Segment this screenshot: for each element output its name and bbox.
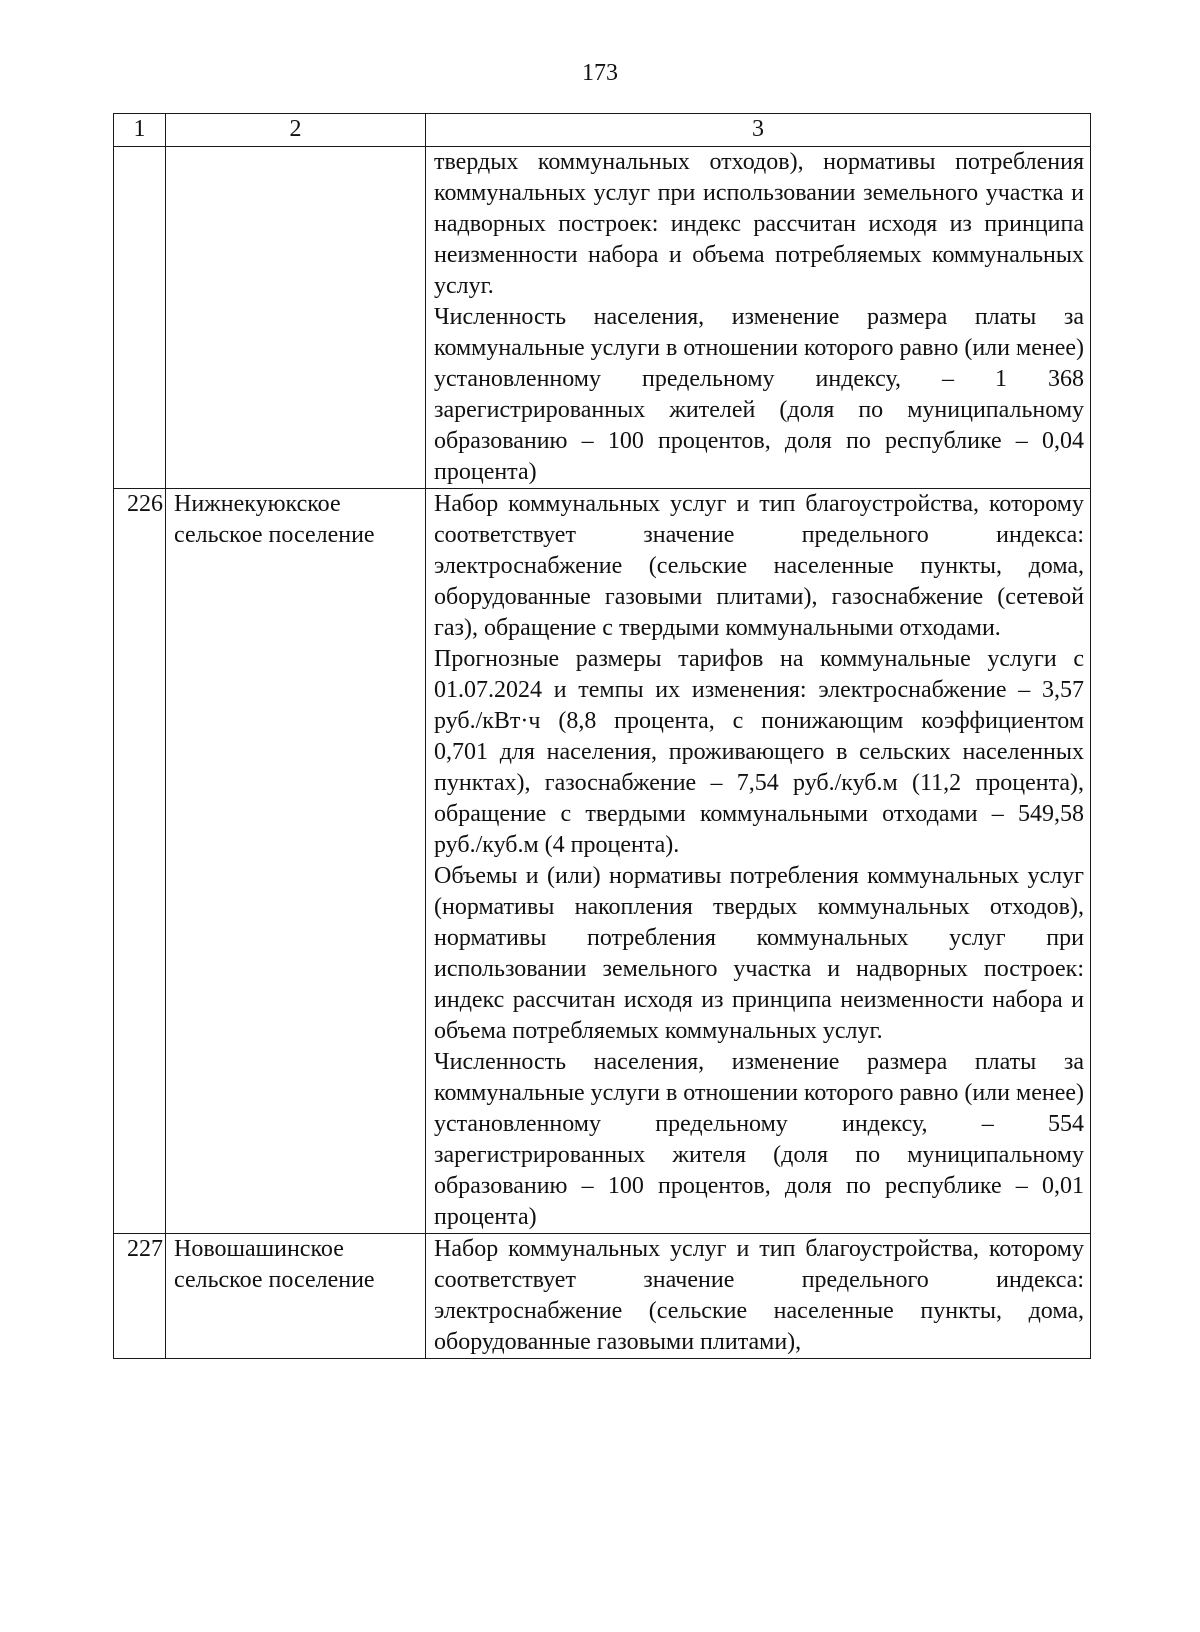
row-number: 226 xyxy=(114,489,166,1234)
table-row xyxy=(114,1234,1091,1359)
settlement-name: Новошашинское сельское поселение xyxy=(166,1234,426,1359)
row-number xyxy=(114,147,166,489)
table-row xyxy=(114,147,1091,489)
header-col-2: 2 xyxy=(166,114,426,147)
description-paragraph: Набор коммунальных услуг и тип благоустройства, которому соответствует значение предельного индекса: электроснабжение (сельские населенные пункты, дома, оборудованные газовыми плитами), xyxy=(434,1236,1084,1355)
table-row xyxy=(114,489,1091,1234)
description-paragraph: Прогнозные размеры тарифов на коммунальные услуги с 01.07.2024 и темпы их изменения: электроснабжение – 3,57 руб./кВт·ч (8,8 процента, с понижающим коэффициентом 0,701 для населения, проживающего в сельских населенных пунктах), газоснабжение – 7,54 руб./куб.м (11,2 процента), обращение с твердыми коммунальными отходами – 549,58 руб./куб.м (4 процента). xyxy=(434,646,1084,858)
settlement-name: Нижнекуюкское сельское поселение xyxy=(166,489,426,1234)
page-number: 173 xyxy=(582,60,618,86)
description-cutoff xyxy=(434,1234,1084,1358)
description-cell xyxy=(426,489,1091,1234)
description-paragraph: Численность населения, изменение размера платы за коммунальные услуги в отношении которого равно (или менее) установленному предельному индексу, – 1 368 зарегистрированных жителей (доля по муниципальному образованию – 100 процентов, доля по республике – 0,04 процента) xyxy=(434,304,1084,485)
header-col-1: 1 xyxy=(114,114,166,147)
description-paragraph: Объемы и (или) нормативы потребления коммунальных услуг (нормативы накопления твердых коммунальных отходов), нормативы потребления коммунальных услуг при использовании земельного участка и надворных построек: индекс рассчитан исходя из принципа неизменности набора и объема потребляемых коммунальных услуг. xyxy=(434,863,1084,1044)
tariff-table xyxy=(113,113,1091,1359)
header-col-3: 3 xyxy=(426,114,1091,147)
row-number: 227 xyxy=(114,1234,166,1359)
description-paragraph: Численность населения, изменение размера платы за коммунальные услуги в отношении которого равно (или менее) установленному предельному индексу, – 554 зарегистрированных жителя (доля по муниципальному образованию – 100 процентов, доля по республике – 0,01 процента) xyxy=(434,1049,1084,1230)
description-paragraph: твердых коммунальных отходов), нормативы потребления коммунальных услуг при использовании земельного участка и надворных построек: индекс рассчитан исходя из принципа неизменности набора и объема потребляемых коммунальных услуг. xyxy=(434,149,1084,299)
description-cell xyxy=(426,147,1091,489)
description-cell xyxy=(426,1234,1091,1359)
settlement-name xyxy=(166,147,426,489)
table-header-row xyxy=(114,114,1091,147)
description-paragraph: Набор коммунальных услуг и тип благоустройства, которому соответствует значение предельного индекса: электроснабжение (сельские населенные пункты, дома, оборудованные газовыми плитами), газоснабжение (сетевой газ), обращение с твердыми коммунальными отходами. xyxy=(434,491,1084,641)
